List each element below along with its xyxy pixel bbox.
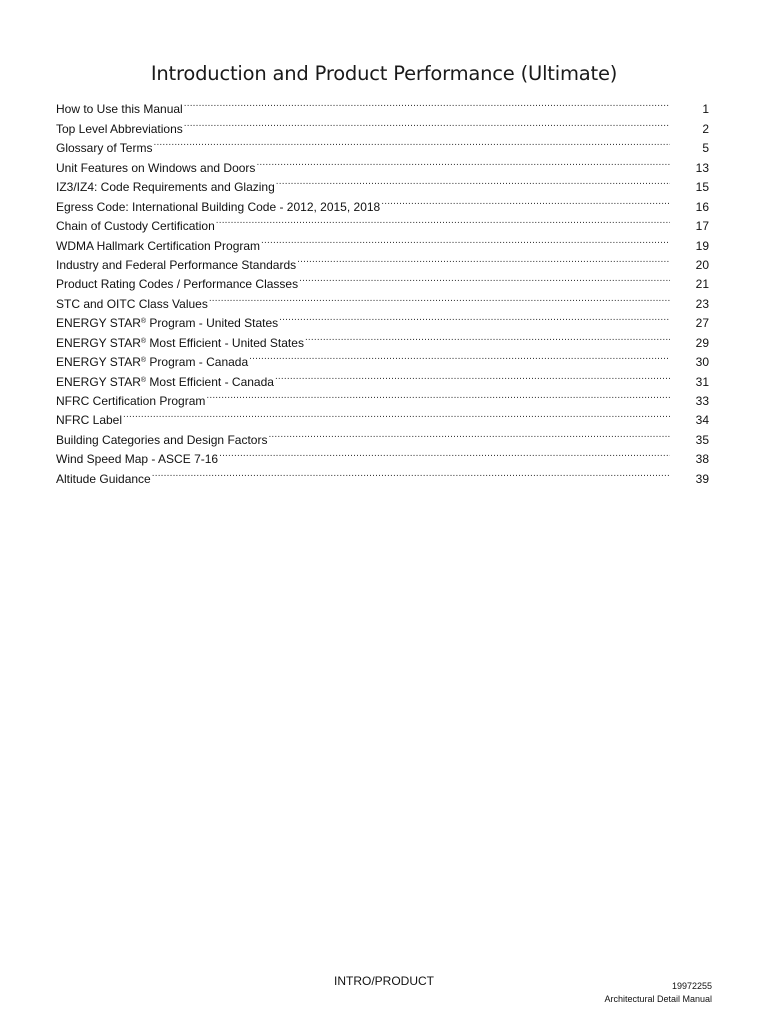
toc-entry-title: STC and OITC Class Values [56,296,208,311]
toc-entry-title: IZ3/IZ4: Code Requirements and Glazing [56,180,275,195]
dot-leader [299,269,670,288]
toc-entry-page-number: 27 [695,316,709,331]
toc-entry-page-number: 31 [695,374,709,389]
registered-mark: ® [140,376,147,384]
dot-leader [268,424,670,443]
dot-leader [216,211,670,230]
dot-leader [219,444,670,463]
toc-entry[interactable] [56,405,709,428]
toc-entry-page-number: 2 [702,121,709,136]
toc-entry-title: Unit Features on Windows and Doors [56,160,256,175]
footer-doc-info [604,980,712,1006]
registered-mark: ® [140,337,147,345]
toc-entry-label [56,178,275,197]
dot-leader [261,230,670,249]
toc-entry-page-number: 30 [695,355,709,370]
toc-entry-title: How to Use this Manual [56,102,183,117]
toc-entry-title: ENERGY STAR [56,355,141,370]
toc-entry-page-number: 13 [695,160,709,175]
toc-entry-label [56,295,208,314]
toc-entry-label [56,237,260,256]
toc-entry-label [56,159,255,178]
toc-entry-page-number: 34 [695,413,709,428]
toc-entry-label [56,353,248,372]
page-title: Introduction and Product Performance (Ultimate) [150,62,618,85]
dot-leader [305,327,670,346]
toc-entry-title: NFRC Certification Program [56,394,206,408]
toc-entry-page-number: 39 [695,471,709,486]
toc-entry-title: Chain of Custody Certification [56,219,215,234]
toc-entry[interactable] [56,424,709,447]
toc-entry-page-number: 29 [695,335,709,350]
toc-entry-title: ENERGY STAR [56,335,141,350]
toc-entry-title: ENERGY STAR [56,316,141,331]
footer-doc-number: 19972255 [671,981,712,991]
toc-entry-page-number: 1 [702,102,709,117]
dot-leader [184,113,670,132]
dot-leader [276,172,670,191]
toc-entry-title: ENERGY STAR [56,374,141,389]
dot-leader [206,386,670,405]
toc-entry-title-suffix: Program - United States [146,316,279,331]
toc-entry-title: Altitude Guidance [56,471,151,486]
dot-leader [184,94,670,113]
toc-entry[interactable] [56,133,709,156]
toc-entry-label [56,256,296,275]
dot-leader [152,463,670,482]
dot-leader [275,366,670,385]
toc-entry-page-number: 15 [695,180,709,195]
toc-entry-title: Building Categories and Design Factors [56,432,268,447]
toc-entry[interactable] [56,94,709,117]
toc-entry-page-number: 20 [695,257,709,272]
dot-leader [209,288,670,307]
toc-entry-page-number: 19 [695,238,709,253]
toc-entry-title: Product Rating Codes / Performance Classes [56,277,299,292]
footer-manual-name: Architectural Detail Manual [604,994,712,1004]
toc-entry-title: Top Level Abbreviations [56,121,183,136]
toc-entry-page-number: 38 [695,452,709,467]
toc-entry-title: WDMA Hallmark Certification Program [56,238,261,253]
dot-leader [153,133,670,152]
toc-entry-label [56,100,183,119]
toc-entry-title: Glossary of Terms [56,141,153,156]
dot-leader [256,152,670,171]
toc-entry-label [56,470,151,489]
toc-entry-label [56,314,278,333]
toc-entry-title: Egress Code: International Building Code - 2012, 2015, 2018 [56,199,381,214]
dot-leader [297,250,670,269]
toc-entry-page-number: 23 [695,296,709,311]
toc-entry-page-number: 33 [695,394,709,408]
toc-entry-label [56,139,152,158]
dot-leader [381,191,670,210]
toc-entry-label [56,217,215,236]
dot-leader [123,405,670,424]
toc-entry[interactable] [56,152,709,175]
toc-entry-page-number: 35 [695,432,709,447]
dot-leader [279,308,670,327]
table-of-contents [56,94,709,486]
dot-leader [249,347,670,366]
toc-entry-title-suffix: Program - Canada [146,355,249,370]
toc-entry[interactable] [56,463,709,486]
footer-section-label: INTRO/PRODUCT [334,974,434,988]
registered-mark: ® [140,357,147,365]
toc-entry-title: Industry and Federal Performance Standards [56,257,297,272]
toc-entry-page-number: 17 [695,219,709,234]
toc-entry-page-number: 16 [695,199,709,214]
registered-mark: ® [140,318,147,326]
toc-entry-page-number: 21 [695,277,709,292]
toc-entry-label [56,411,122,430]
toc-entry-title-suffix: Most Efficient - United States [146,335,304,350]
toc-entry-title: NFRC Label [56,413,123,428]
toc-entry-title-suffix: Most Efficient - Canada [146,374,274,389]
toc-entry-title: Wind Speed Map - ASCE 7-16 [56,452,219,467]
toc-entry-page-number: 5 [702,141,709,156]
